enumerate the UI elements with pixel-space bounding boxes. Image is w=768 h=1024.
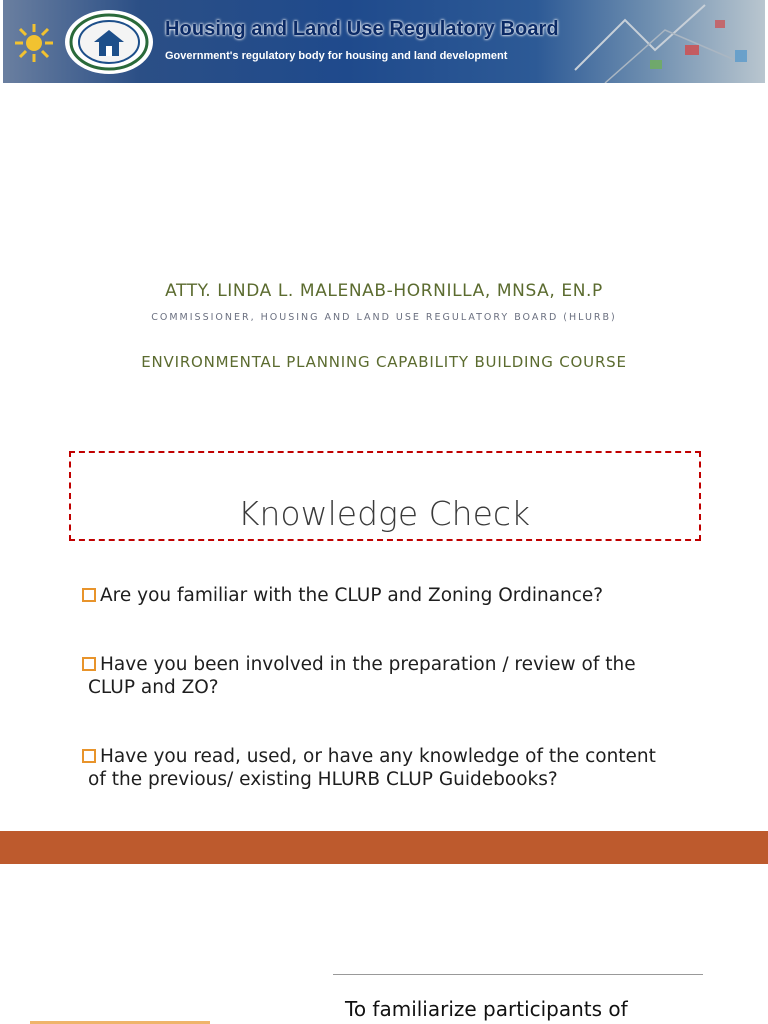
slide-divider-band	[0, 831, 768, 864]
banner-title: Housing and Land Use Regulatory Board	[165, 18, 559, 40]
banner-subtitle: Government's regulatory body for housing and land development	[165, 50, 508, 62]
question-text: Have you read, used, or have any knowledge of the content	[100, 746, 656, 767]
speaker-name: ATTY. LINDA L. MALENAB-HORNILLA, MNSA, EN.P	[165, 281, 603, 301]
checkbox-bullet-icon	[82, 657, 96, 671]
knowledge-check-title: Knowledge Check	[237, 494, 531, 533]
horizontal-rule	[333, 974, 703, 975]
speaker-role: COMMISSIONER, HOUSING AND LAND USE REGULATORY BOARD (HLURB)	[151, 312, 617, 323]
hlurb-seal-logo	[63, 8, 155, 76]
header-banner	[3, 0, 765, 83]
question-item-1	[82, 584, 702, 607]
question-item-3	[82, 745, 702, 791]
question-text-continued: of the previous/ existing HLURB CLUP Guidebooks?	[88, 769, 558, 790]
question-text: Are you familiar with the CLUP and Zoning Ordinance?	[100, 585, 604, 606]
philippine-sun-icon	[11, 22, 57, 64]
next-slide-text: To familiarize participants of	[345, 997, 628, 1021]
checkbox-bullet-icon	[82, 588, 96, 602]
course-title: ENVIRONMENTAL PLANNING CAPABILITY BUILDING COURSE	[141, 353, 627, 371]
map-graphic-icon	[565, 0, 765, 83]
checkbox-bullet-icon	[82, 749, 96, 763]
question-text-continued: CLUP and ZO?	[88, 677, 219, 698]
question-text: Have you been involved in the preparation / review of the	[100, 654, 636, 675]
question-item-2	[82, 653, 702, 699]
